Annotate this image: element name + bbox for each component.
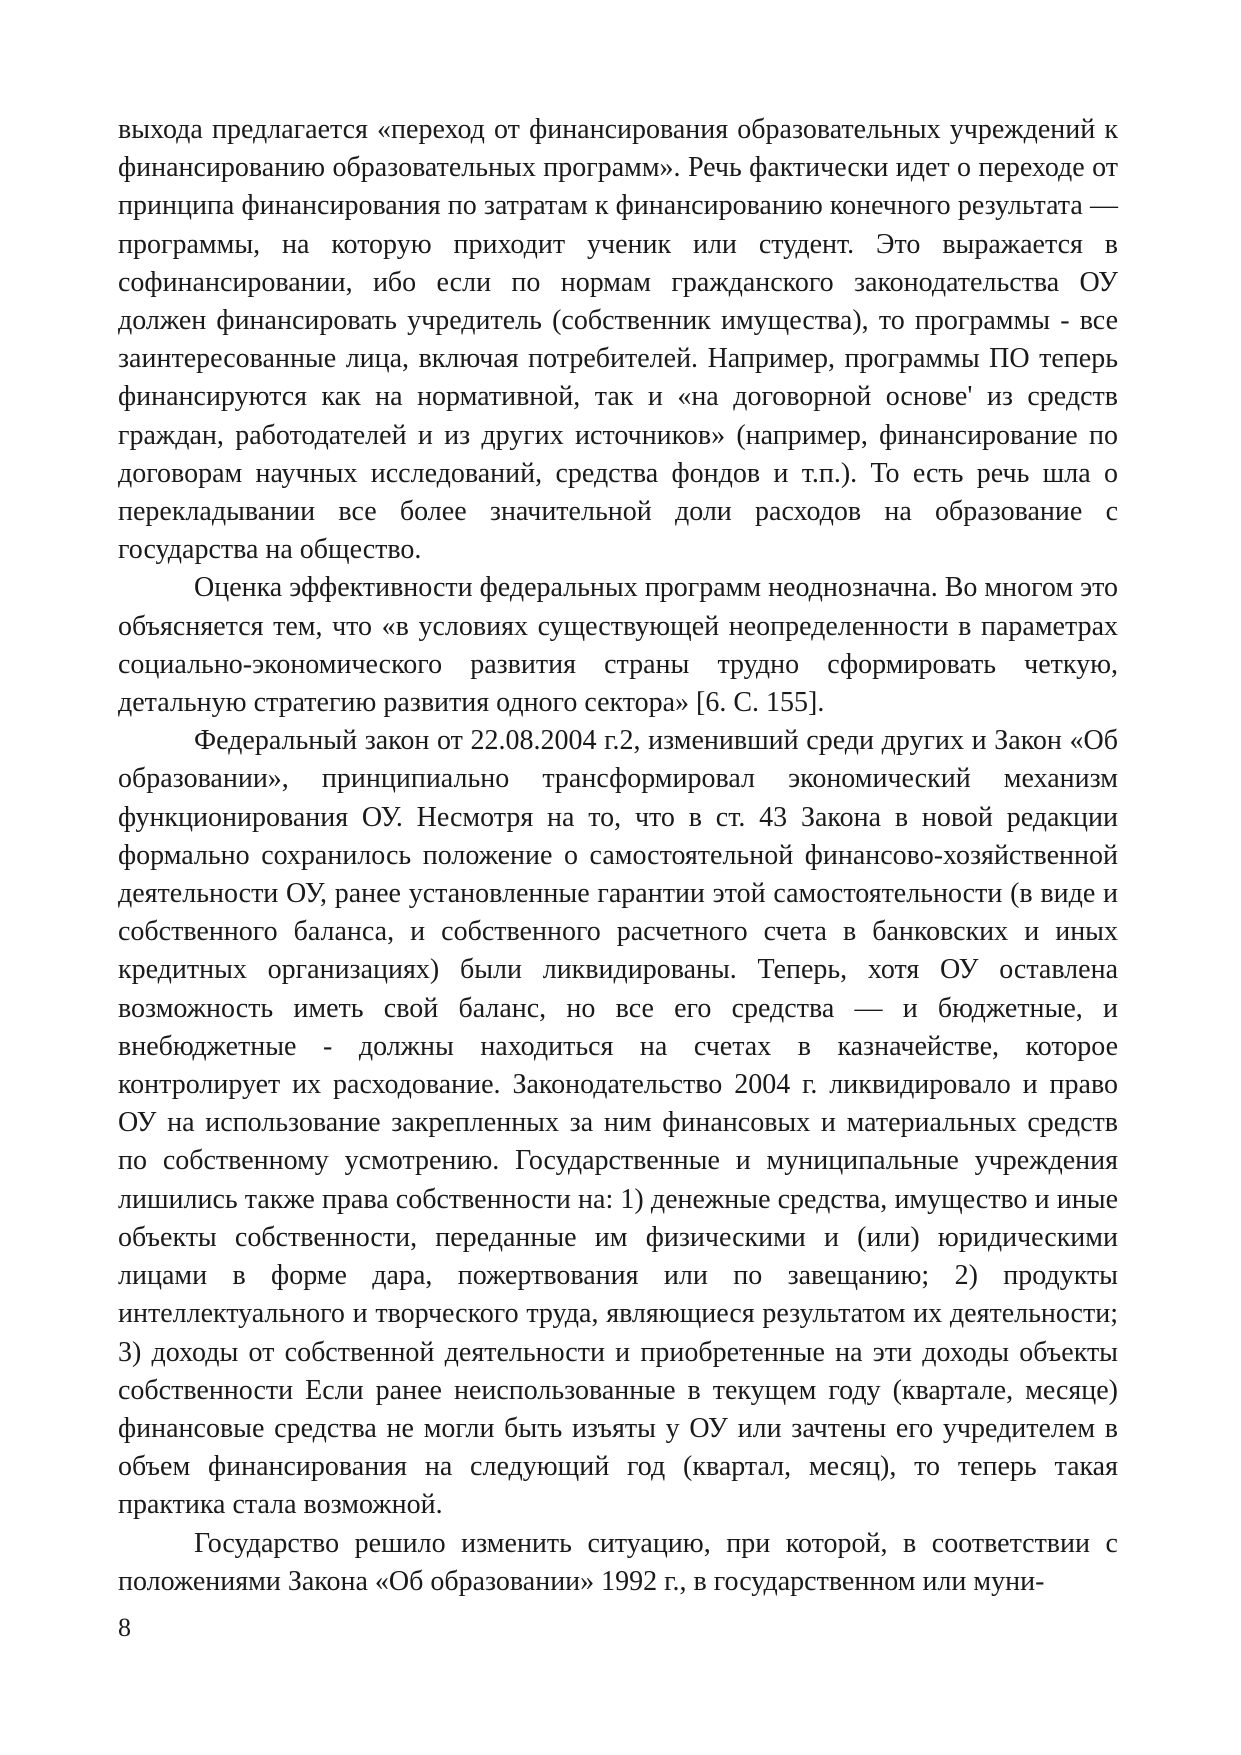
paragraph-continuation: выхода предлагается «переход от финансирования образовательных учреждений к финансированию образовательных программ». Речь фактически идет о переходе от принципа финансирования по затратам к финансированию конечного результата — программы, на которую приходит ученик или студент. Это выражается в софинансировании, ибо если по нормам гражданского законодательства ОУ должен финансировать учредитель (собственник имущества), то программы - все заинтересованные лица, включая потребителей. Например, программы ПО теперь финансируются как на нормативной, так и «на договорной основе' из средств граждан, работодателей и из других источников» (например, финансирование по договорам научных исследований, средства фондов и т.п.). То есть речь шла о перекладывании все более значительной доли расходов на образование с государства на общество. (118, 114, 1118, 566)
paragraph-program-evaluation: Оценка эффективности федеральных программ неоднозначна. Во многом это объясняется тем, что «в условиях существующей неопределенности в параметрах социально-экономического развития страны трудно сформировать четкую, детальную стратегию развития одного сектора» [6. С. 155]. (118, 572, 1118, 719)
body-text (118, 111, 1118, 1601)
page-number: 8 (118, 1613, 131, 1642)
paragraph-state-decision: Государство решило изменить ситуацию, при которой, в соответствии с положениями Закона «Об образовании» 1992 г., в государственном или муни- (118, 1527, 1118, 1597)
paragraph-federal-law: Федеральный закон от 22.08.2004 г.2, изменивший среди других и Закон «Об образовании», принципиально трансформировал экономический механизм функционирования ОУ. Несмотря на то, что в ст. 43 Закона в новой редакции формально сохранилось положение о самостоятельной финансово-хозяйственной деятельности ОУ, ранее установленные гарантии этой самостоятельности (в виде и собственного баланса, и собственного расчетного счета в банковских и иных кредитных организациях) были ликвидированы. Теперь, хотя ОУ оставлена возможность иметь свой баланс, но все его средства — и бюджетные, и внебюджетные - должны находиться на счетах в казначействе, которое контролирует их расходование. Законодательство 2004 г. ликвидировало и право ОУ на использование закрепленных за ним финансовых и материальных средств по собственному усмотрению. Государственные и муниципальные учреждения лишились также права собственности на: 1) денежные средства, имущество и иные объекты собственности, переданные им физическими и (или) юридическими лицами в форме дара, пожертвования или по завещанию; 2) продукты интеллектуального и творческого труда, являющиеся результатом их деятельности; 3) доходы от собственной деятельности и приобретенные на эти доходы объекты собственности Если ранее неиспользованные в текущем году (квартале, месяце) финансовые средства не могли быть изъяты у ОУ или зачтены его учредителем в объем финансирования на следующий год (квартал, месяц), то теперь такая практика стала возможной. (118, 725, 1118, 1521)
